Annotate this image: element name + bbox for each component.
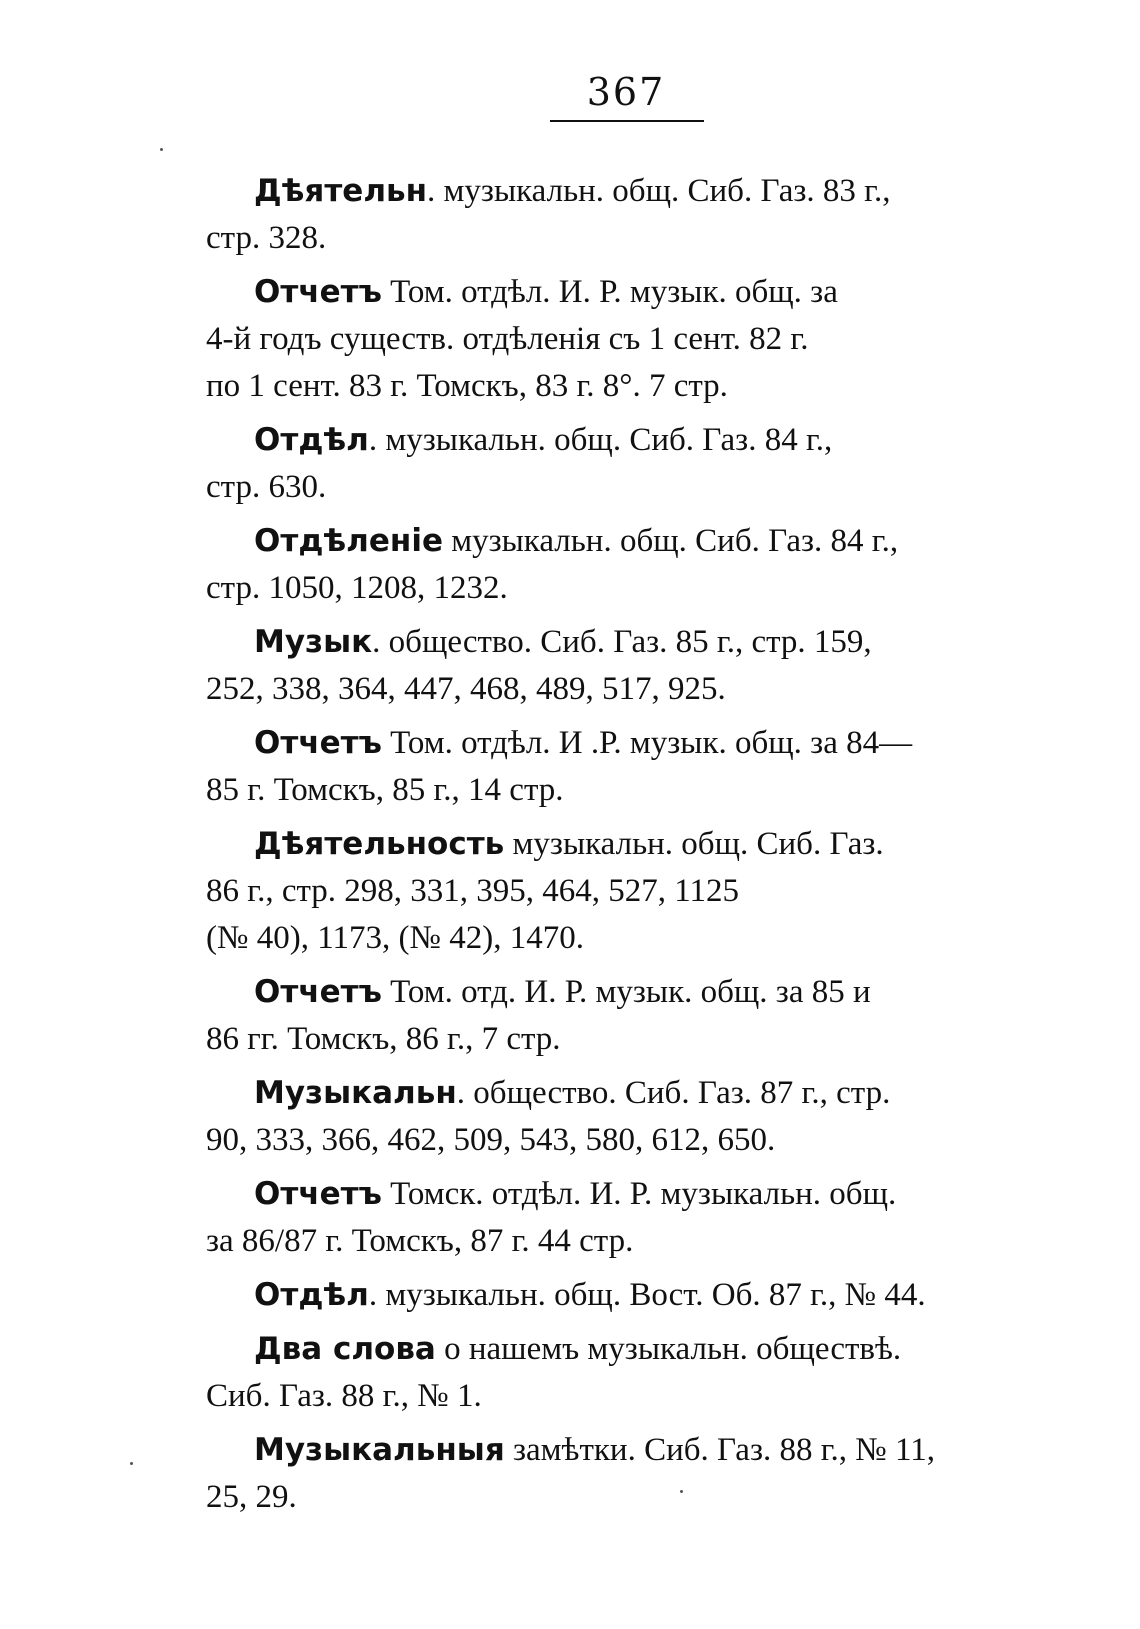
entry-text: . общество. Сиб. Газ. 85 г., стр. 159, [372, 624, 872, 660]
entry-text: стр. 1050, 1208, 1232. [206, 570, 508, 606]
bibliography-entry [206, 1070, 1036, 1164]
entry-lead: Музыкальныя [254, 1432, 505, 1468]
entry-text: Сиб. Газ. 88 г., № 1. [206, 1378, 482, 1414]
entry-text: музыкальн. общ. Сиб. Газ. 84 г., [442, 523, 899, 559]
entry-text: . общество. Сиб. Газ. 87 г., стр. [456, 1075, 891, 1111]
entry-text: Том. отд. И. Р. музык. общ. за 85 и [381, 974, 871, 1010]
entry-text: . музыкальн. общ. Вост. Об. 87 г., № 44. [368, 1277, 926, 1313]
entry-lead: Отчетъ [254, 725, 382, 761]
bibliography-entry [206, 1427, 1036, 1521]
entry-text: Том. отдѣл. И .Р. музык. общ. за 84— [381, 725, 913, 761]
bibliography-entry [206, 168, 1036, 262]
entry-text: замѣтки. Сиб. Газ. 88 г., № 11, [504, 1432, 936, 1468]
bibliography-entry [206, 619, 1036, 713]
entry-text: Томск. отдѣл. И. Р. музыкальн. общ. [381, 1176, 897, 1212]
bibliography-entry [206, 969, 1036, 1063]
entry-lead: Музыкальн [254, 1075, 457, 1111]
entry-text: 4-й годъ существ. отдѣленія съ 1 сент. 82 г. [206, 321, 809, 357]
bibliography-entry [206, 417, 1036, 511]
bibliography-list [206, 168, 1036, 1528]
entry-text: стр. 328. [206, 220, 327, 256]
entry-lead: Дѣятельн [254, 173, 428, 209]
bibliography-entry [206, 1171, 1036, 1265]
entry-text: 25, 29. [206, 1479, 297, 1515]
entry-text: за 86/87 г. Томскъ, 87 г. 44 стр. [206, 1223, 634, 1259]
entry-text: . музыкальн. общ. Сиб. Газ. 83 г., [427, 173, 891, 209]
entry-lead: Отдѣл [254, 422, 369, 458]
print-speck [130, 1462, 133, 1465]
entry-text: по 1 сент. 83 г. Томскъ, 83 г. 8°. 7 стр. [206, 368, 728, 404]
entry-text: (№ 40), 1173, (№ 42), 1470. [206, 920, 584, 956]
entry-text: стр. 630. [206, 469, 327, 505]
entry-lead: Отчетъ [254, 274, 382, 310]
entry-lead: Отдѣл [254, 1277, 369, 1313]
entry-text: 85 г. Томскъ, 85 г., 14 стр. [206, 772, 564, 808]
bibliography-entry [206, 821, 1036, 962]
bibliography-entry [206, 1272, 1036, 1319]
entry-text: музыкальн. общ. Сиб. Газ. [504, 826, 884, 862]
print-speck [160, 148, 163, 151]
bibliography-entry [206, 518, 1036, 612]
entry-text: о нашемъ музыкальн. обществѣ. [435, 1331, 902, 1367]
entry-lead: Музык [254, 624, 373, 660]
entry-lead: Отчетъ [254, 1176, 382, 1212]
entry-text: Том. отдѣл. И. Р. музык. общ. за [381, 274, 838, 310]
entry-text: 90, 333, 366, 462, 509, 543, 580, 612, 650. [206, 1122, 776, 1158]
entry-text: 86 г., стр. 298, 331, 395, 464, 527, 1125 [206, 873, 740, 909]
page-number: 367 [586, 70, 666, 114]
entry-lead: Отдѣленіе [254, 523, 443, 559]
header-rule [550, 120, 704, 122]
entry-lead: Отчетъ [254, 974, 382, 1010]
bibliography-entry [206, 269, 1036, 410]
entry-lead: Дѣятельность [254, 826, 505, 862]
entry-text: 252, 338, 364, 447, 468, 489, 517, 925. [206, 671, 726, 707]
bibliography-entry [206, 1326, 1036, 1420]
entry-lead: Два слова [254, 1331, 436, 1367]
bibliography-entry [206, 720, 1036, 814]
entry-text: 86 гг. Томскъ, 86 г., 7 стр. [206, 1021, 561, 1057]
print-speck [680, 1490, 683, 1493]
entry-text: . музыкальн. общ. Сиб. Газ. 84 г., [368, 422, 833, 458]
